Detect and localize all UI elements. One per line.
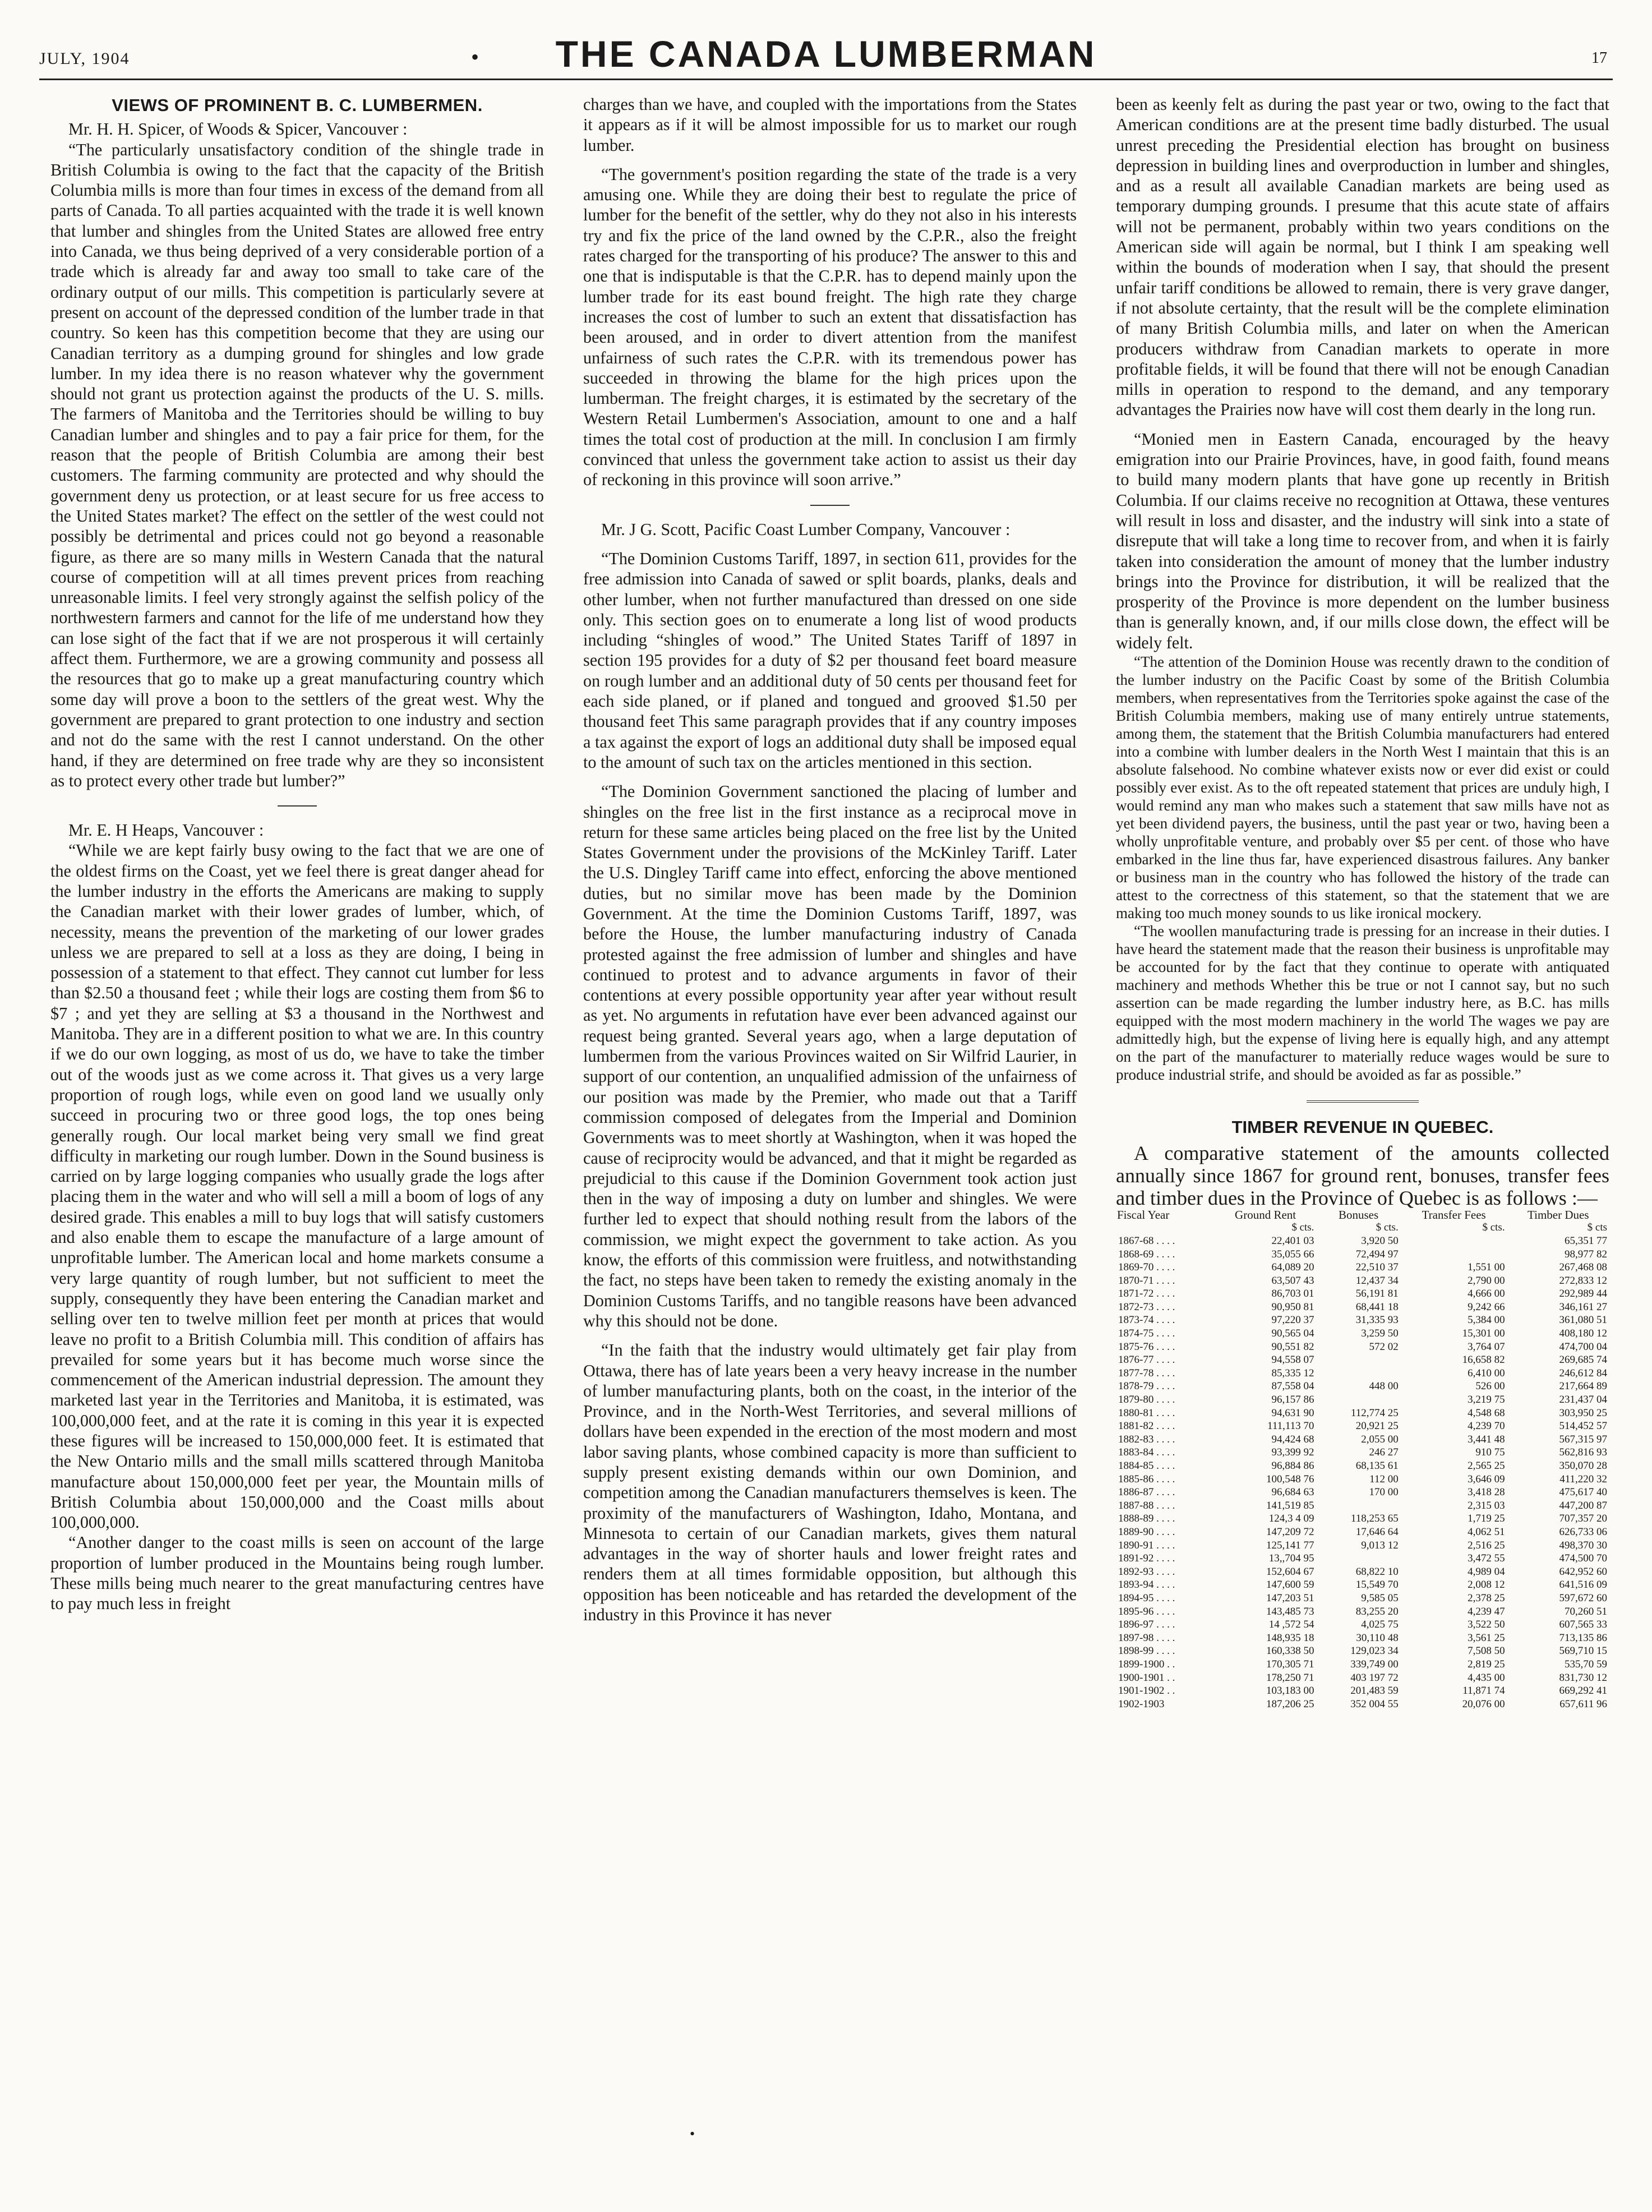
amount-cell: 5,384 00 xyxy=(1468,1314,1505,1326)
amount-cell: 170 00 xyxy=(1369,1486,1399,1499)
unit-label: $ cts. xyxy=(1482,1222,1505,1234)
amount-cell: 103,183 00 xyxy=(1266,1685,1314,1697)
amount-cell: 474,500 70 xyxy=(1559,1552,1607,1565)
fiscal-year-cell: 1878-79 . . . . xyxy=(1118,1380,1175,1393)
unit-label: $ cts. xyxy=(1291,1222,1314,1234)
amount-cell: 408,180 12 xyxy=(1559,1328,1607,1340)
amount-cell: 14 ,572 54 xyxy=(1268,1619,1314,1631)
fiscal-year-cell: 1882-83 . . . . xyxy=(1118,1433,1175,1445)
amount-cell: 4,239 47 xyxy=(1468,1605,1505,1617)
amount-cell: 562,816 93 xyxy=(1559,1446,1607,1459)
table-row xyxy=(1116,1327,1609,1340)
amount-cell: 30,110 48 xyxy=(1356,1632,1399,1644)
fiscal-year-cell: 1871-72 . . . . xyxy=(1118,1288,1175,1300)
amount-cell: 152,604 67 xyxy=(1266,1565,1314,1578)
table-row xyxy=(1116,1274,1609,1288)
amount-cell: 3,472 55 xyxy=(1468,1552,1505,1565)
amount-cell: 112,774 25 xyxy=(1350,1407,1399,1419)
amount-cell: 572 02 xyxy=(1369,1340,1399,1353)
amount-cell: 350,070 28 xyxy=(1559,1460,1607,1472)
amount-cell: 3,561 25 xyxy=(1468,1632,1505,1644)
amount-cell: 411,220 32 xyxy=(1559,1473,1607,1485)
column-header: Timber Dues xyxy=(1528,1208,1589,1222)
table-row xyxy=(1116,1433,1609,1446)
amount-cell: 94,558 07 xyxy=(1271,1354,1314,1366)
amount-cell: 514,452 57 xyxy=(1559,1420,1607,1432)
byline-heaps: Mr. E. H Heaps, Vancouver : xyxy=(68,821,264,840)
table-row xyxy=(1116,1473,1609,1486)
masthead-rule xyxy=(39,79,1613,80)
amount-cell: 90,551 82 xyxy=(1271,1340,1314,1353)
amount-cell: 292,989 44 xyxy=(1559,1288,1607,1300)
amount-cell: 2,819 25 xyxy=(1468,1658,1505,1670)
table-row xyxy=(1116,1658,1609,1671)
fiscal-year-cell: 1867-68 . . . . xyxy=(1118,1234,1175,1247)
amount-cell: 6,410 00 xyxy=(1468,1367,1505,1379)
amount-cell: 2,378 25 xyxy=(1468,1592,1505,1604)
amount-cell: 7,508 50 xyxy=(1468,1645,1505,1657)
amount-cell: 657,611 96 xyxy=(1559,1698,1607,1710)
table-row xyxy=(1116,1459,1609,1473)
amount-cell: 3,646 09 xyxy=(1468,1473,1505,1485)
amount-cell: 17,646 64 xyxy=(1355,1526,1399,1538)
table-intro: A comparative statement of the amounts collected annually since 1867 for ground rent, bonuses, transfer fees and timber dues in the Province of Quebec is as follows :— xyxy=(1116,1142,1609,1210)
amount-cell: 910 75 xyxy=(1475,1446,1505,1459)
section-divider xyxy=(278,805,317,807)
amount-cell: 3,219 75 xyxy=(1468,1394,1505,1406)
amount-cell: 474,700 04 xyxy=(1559,1340,1607,1353)
paragraph: “The attention of the Dominion House was recently drawn to the condition of the lumber industry on the Pacific Coast by some of the British Columbia members, when representatives from the Territories spoke against the case of the British Columbia members, making use of many entirely untrue statements, among them, the statement that the British Columbia manufacturers had entered into a combine with lumber dealers in the North West I maintain that this is an absolute falsehood. No combine whatever exists now or ever did exist or could possibly ever exist. As to the oft repeated statement that prices are unduly high, I would remind any man who makes such a statement that saw mills have not as yet been dividend payers, the business, until the past year or two, having been a wholly unprofitable venture, and probably over $5 per cent. of those who have embarked in the line thus far, have experienced disastrous failures. Any banker or business man in the country who has followed the history of the trade can attest to the correctness of this statement, so that the statement that we are making too much money sounds to us like ironical mockery. xyxy=(1116,653,1609,922)
amount-cell: 346,161 27 xyxy=(1559,1301,1607,1313)
paragraph: been as keenly felt as during the past year or two, owing to the fact that American conditions are at the present time badly disturbed. The usual unrest preceding the Presidential election has brought on business depression in building lines and overproduction in lumber and shingles, and as a result all available Canadian markets are being used as temporary dumping grounds. I presume that this acute state of affairs will not be permanent, probably within two years conditions on the American side will again be normal, but I think I am speaking well within the bounds of moderation when I say, that should the present unfair tariff conditions be allowed to remain, there is very grave danger, if not absolute certainty, that the result will be the complete elimination of many British Columbia mills, and later on when the American producers withdraw from Canadian markets to operate in more profitable fields, it will be found that there will not be enough Canadian mills in operation to respond to the demand, and any temporary advantages the Prairies now have will cost them dearly in the long run. xyxy=(1116,95,1609,420)
table-row xyxy=(1116,1539,1609,1552)
fiscal-year-cell: 1874-75 . . . . xyxy=(1118,1328,1175,1340)
amount-cell: 246 27 xyxy=(1369,1446,1399,1459)
fiscal-year-cell: 1869-70 . . . . xyxy=(1118,1261,1175,1274)
amount-cell: 569,710 15 xyxy=(1559,1645,1607,1657)
fiscal-year-cell: 1889-90 . . . . xyxy=(1118,1526,1175,1538)
paragraph: “The Dominion Customs Tariff, 1897, in section 611, provides for the free admission into Canada of sawed or split boards, planks, deals and other lumber, when not further manufactured than dressed on one side only. This section goes on to enumerate a long list of wood products including “shingles of wood.” The United States Tariff of 1897 in section 195 provides for a duty of $2 per thousand feet board measure on rough lumber and an additional duty of 50 cents per thousand feet for each side planed, or if planed and tongued and grooved $1.50 per thousand feet This same paragraph provides that if any country imposes a tax against the export of logs an additional duty shall be imposed equal to the amount of such tax on the articles mentioned in this section. xyxy=(583,549,1077,772)
amount-cell: 339,749 00 xyxy=(1350,1658,1399,1670)
amount-cell: 607,565 33 xyxy=(1559,1619,1607,1631)
amount-cell: 597,672 60 xyxy=(1559,1592,1607,1604)
fiscal-year-cell: 1896-97 . . . . xyxy=(1118,1619,1175,1631)
amount-cell: 147,600 59 xyxy=(1266,1579,1314,1591)
fiscal-year-cell: 1899-1900 . . xyxy=(1118,1658,1175,1670)
amount-cell: 16,658 82 xyxy=(1462,1354,1505,1366)
fiscal-year-cell: 1895-96 . . . . xyxy=(1118,1605,1175,1617)
amount-cell: 2,055 00 xyxy=(1361,1433,1399,1445)
paragraph: “While we are kept fairly busy owing to the fact that we are one of the oldest firms on the Coast, yet we feel there is great danger ahead for the lumber industry in the efforts the Americans are making to supply the Canadian market with their lower grades of lumber, which, of necessity, means the prevention of the marketing of our lower grades unless we are prepared to sell at a loss as they are doing, I being in possession of a statement to that effect. They cannot cut lumber for less than $2.50 a thousand feet ; while their logs are costing them from $6 to $7 ; and yet they are selling at $3 a thousand in the Northwest and Manitoba. They are in a different position to what we are. In this country if we do our own logging, as most of us do, we have to take the timber out of the woods just as we come across it. That gives us a very large proportion of rough logs, while even on good land we usually only succeed in procuring two or three good logs, the top ones being generally rough. Our local market being very small we find great difficulty in marketing our rough lumber. Down in the Sound business is carried on by large logging companies who usually grade the logs after placing them in the water and who will sell a mill a boom of logs of any desired grade. This enables a mill to buy logs that will satisfy customers and also enable them to escape the manufacture of a large amount of unprofitable lumber. The American local and home markets consume a very large quantity of rough lumber, but not sufficient to meet the supply, consequently they have been entering the Canadian market and selling over ten to twelve million feet per month at prices that would leave no profit to a British Columbia mill. This condition of affairs has prevailed for some years but it has become much worse since the commencement of the American industrial depression. The amount they marketed last year in the Territories and Manitoba, it is estimated, was 100,000,000 feet, and at the rate it is coming in this year it is expected these figures will be increased to 150,000,000 feet. It is estimated that the New Ontario mills and the small mills scattered through Manitoba manufacture about 150,000,000 feet per year, the Mountain mills of British Columbia about 150,000,000 and the Coast mills about 100,000,000. xyxy=(50,841,544,1532)
amount-cell: 112 00 xyxy=(1369,1473,1399,1485)
amount-cell: 4,548 68 xyxy=(1468,1407,1505,1419)
fiscal-year-cell: 1898-99 . . . . xyxy=(1118,1645,1175,1657)
table-row xyxy=(1116,1234,1609,1248)
amount-cell xyxy=(1316,1499,1400,1513)
paragraph: “The government's position regarding the state of the trade is a very amusing one. While they are doing their best to regulate the price of lumber for the benefit of the settler, why do they not also in his interests try and fix the price of the land owned by the C.P.R., also the freight rates charged for the transporting of his produce? The answer to this and one that is indisputable is that the C.P.R. has to depend mainly upon the lumber trade for its east bound freight. The high rate they charge increases the cost of lumber to such an extent that dissatisfaction has been aroused, and in order to divert attention from the manifest unfairness of such rates the C.P.R. with its tremendous power has succeeded in throwing the blame for the high prices upon the lumberman. The freight charges, it is estimated by the secretary of the Western Retail Lumbermen's Association, amount to one and a half times the total cost of production at the mill. In conclusion I am firmly convinced that unless the government take action to assist us their day of reckoning in this province will soon arrive.” xyxy=(583,164,1077,490)
amount-cell: 498,370 30 xyxy=(1559,1539,1607,1551)
fiscal-year-cell: 1868-69 . . . . xyxy=(1118,1248,1175,1260)
amount-cell: 9,242 66 xyxy=(1468,1301,1505,1313)
column-header: Ground Rent xyxy=(1235,1208,1296,1222)
amount-cell: 68,822 10 xyxy=(1355,1565,1399,1578)
amount-cell: 93,399 92 xyxy=(1271,1446,1314,1459)
amount-cell: 31,335 93 xyxy=(1355,1314,1399,1326)
amount-cell: 96,157 86 xyxy=(1271,1394,1314,1406)
amount-cell: 68,135 61 xyxy=(1355,1460,1399,1472)
table-row xyxy=(1116,1287,1609,1301)
amount-cell: 3,920 50 xyxy=(1361,1234,1399,1247)
amount-cell: 160,338 50 xyxy=(1266,1645,1314,1657)
table-units-row xyxy=(1116,1221,1609,1234)
amount-cell: 567,315 97 xyxy=(1559,1433,1607,1445)
paragraph: “Another danger to the coast mills is seen on account of the large proportion of lumber produced in the Mountains being rough lumber. These mills being much nearer to the great manufacturing centres have to pay much less in freight xyxy=(50,1533,544,1614)
amount-cell: 147,209 72 xyxy=(1266,1526,1314,1538)
amount-cell: 2,008 12 xyxy=(1468,1579,1505,1591)
fiscal-year-cell: 1870-71 . . . . xyxy=(1118,1274,1175,1287)
amount-cell: 4,239 70 xyxy=(1468,1420,1505,1432)
amount-cell: 713,135 86 xyxy=(1559,1632,1607,1644)
table-row xyxy=(1116,1605,1609,1619)
table-body xyxy=(1116,1234,1609,1711)
amount-cell: 475,617 40 xyxy=(1559,1486,1607,1499)
amount-cell: 148,935 18 xyxy=(1266,1632,1314,1644)
amount-cell: 831,730 12 xyxy=(1559,1671,1607,1684)
amount-cell: 526 00 xyxy=(1475,1380,1505,1393)
amount-cell xyxy=(1401,1234,1507,1248)
table-row xyxy=(1116,1380,1609,1393)
amount-cell: 98,977 82 xyxy=(1565,1248,1607,1260)
paragraph: “The woollen manufacturing trade is pressing for an increase in their duties. I have heard the statement made that the reason their business is unprofitable may be accounted for by the fact that they continue to operate with antiquated machinery and methods Whether this be true or not I cannot say, but no such assertion can be made regarding the lumber industry here, as B.C. has mills equipped with the most modern machinery in the world The wages we pay are admittedly high, but the expense of living here is equally high, and any attempt on the part of the manufacturer to materially reduce wages would be sure to produce industrial strife, and should be avoided as far as possible.” xyxy=(1116,923,1609,1084)
fiscal-year-cell: 1901-1902 . . xyxy=(1118,1685,1175,1697)
table-row xyxy=(1116,1340,1609,1354)
amount-cell xyxy=(1316,1552,1400,1565)
amount-cell xyxy=(1316,1367,1400,1380)
amount-cell: 3,259 50 xyxy=(1361,1328,1399,1340)
fiscal-year-cell: 1894-95 . . . . xyxy=(1118,1592,1175,1604)
amount-cell: 669,292 41 xyxy=(1559,1685,1607,1697)
table-row xyxy=(1116,1632,1609,1645)
amount-cell: 201,483 59 xyxy=(1350,1685,1399,1697)
amount-cell: 4,989 04 xyxy=(1468,1565,1505,1578)
amount-cell: 56,191 81 xyxy=(1355,1288,1399,1300)
amount-cell: 642,952 60 xyxy=(1559,1565,1607,1578)
amount-cell: 361,080 51 xyxy=(1559,1314,1607,1326)
section-divider xyxy=(810,505,850,506)
page-bottom-mark: • xyxy=(690,2126,695,2142)
amount-cell: 118,253 65 xyxy=(1350,1513,1399,1525)
amount-cell: 3,522 50 xyxy=(1468,1619,1505,1631)
page-number: 17 xyxy=(1591,49,1607,67)
table-row xyxy=(1116,1261,1609,1274)
amount-cell: 96,684 63 xyxy=(1271,1486,1314,1499)
amount-cell: 64,089 20 xyxy=(1271,1261,1314,1274)
amount-cell: 22,510 37 xyxy=(1355,1261,1399,1274)
fiscal-year-cell: 1879-80 . . . . xyxy=(1118,1394,1175,1406)
table-row xyxy=(1116,1393,1609,1407)
masthead xyxy=(39,33,1613,77)
table-header-row xyxy=(1116,1209,1609,1221)
amount-cell: 303,950 25 xyxy=(1559,1407,1607,1419)
amount-cell: 15,301 00 xyxy=(1462,1328,1505,1340)
amount-cell: 111,113 70 xyxy=(1267,1420,1314,1432)
amount-cell: 86,703 01 xyxy=(1271,1288,1314,1300)
amount-cell: 65,351 77 xyxy=(1565,1234,1607,1247)
paragraph: “Monied men in Eastern Canada, encouraged by the heavy emigration into our Prairie Provinces, have, in good faith, found means to build many modern plants that have gone up recently in British Columbia. If our claims receive no recognition at Ottawa, these ventures will result in loss and disaster, and the industry will sink into a state of disrepute that will take a long time to recover from, and when it is fairly taken into consideration the amount of money that the lumber industry brings into the Province for distribution, it will be realized that the prosperity of the Province is more dependent on the lumber business than is generally known, and, if our mills close down, the effect will be widely felt. xyxy=(1116,429,1609,652)
table-row xyxy=(1116,1314,1609,1327)
issue-date: JULY, 1904 xyxy=(39,49,130,68)
fiscal-year-cell: 1884-85 . . . . xyxy=(1118,1460,1175,1472)
amount-cell: 87,558 04 xyxy=(1271,1380,1314,1393)
table-row xyxy=(1116,1301,1609,1314)
fiscal-year-cell: 1885-86 . . . . xyxy=(1118,1473,1175,1485)
table-row xyxy=(1116,1248,1609,1261)
amount-cell: 94,631 90 xyxy=(1271,1407,1314,1419)
fiscal-year-cell: 1897-98 . . . . xyxy=(1118,1632,1175,1644)
amount-cell: 96,884 86 xyxy=(1271,1460,1314,1472)
amount-cell: 100,548 76 xyxy=(1266,1473,1314,1485)
amount-cell: 72,494 97 xyxy=(1355,1248,1399,1260)
column-header: Fiscal Year xyxy=(1117,1208,1170,1222)
amount-cell: 90,565 04 xyxy=(1271,1328,1314,1340)
table-row xyxy=(1116,1367,1609,1380)
amount-cell: 178,250 71 xyxy=(1266,1671,1314,1684)
amount-cell: 90,950 81 xyxy=(1271,1301,1314,1313)
paragraph: “The particularly unsatisfactory condition of the shingle trade in British Columbia is owing to the fact that the capacity of the British Columbia mills is more than four times in excess of the demand from all parts of Canada. To all parties acquainted with the trade it is well known that lumber and shingles from the United States are allowed free entry into Canada, we thus being deprived of a very considerable portion of a trade which is already far and away too small to take care of the ordinary output of our mills. This competition is particularly severe at present on account of the depressed condition of the lumber trade in that country. So keen has this competition become that they are using our Canadian territory as a dumping ground for shingles and low grade lumber. In my idea there is no reason whatever why the government should not grant us protection against the products of the U. S. mills. The farmers of Manitoba and the Territories should be willing to buy Canadian lumber and shingles and to pay a fair price for them, for the reason that the people of British Columbia are among their best customers. The farming community are protected and why should the government deny us protection, or at least secure for us free access to the United States market? The effect on the settler of the west could not possibly be detrimental and prices could not go beyond a reasonable figure, as there are so many mills in Western Canada that the natural course of competition will at all times prevent prices from reaching unreasonable limits. I feel very strongly against the selfish policy of the northwestern farmers and cannot for the life of me understand how they can lose sight of the fact that if we are not prosperous it will certainly affect them. Furthermore, we are a growing community and possess all the resources that go to make up a great manufacturing country which some day will prove a boon to the settlers of the great west. Why the government are prepared to grant protection to one industry and section and not do the same with the rest I cannot understand. On the other hand, if they are determined on free trade why are they so inconsistent as to protect every other trade but lumber?” xyxy=(50,140,544,790)
fiscal-year-cell: 1872-73 . . . . xyxy=(1118,1301,1175,1313)
amount-cell: 94,424 68 xyxy=(1271,1433,1314,1445)
table-row xyxy=(1116,1565,1609,1579)
unit-label xyxy=(1116,1221,1215,1234)
column-3 xyxy=(1116,94,1609,1711)
publication-title: THE CANADA LUMBERMAN xyxy=(555,33,1097,75)
amount-cell: 11,871 74 xyxy=(1462,1685,1505,1697)
table-row xyxy=(1116,1578,1609,1592)
amount-cell: 13,,704 95 xyxy=(1268,1552,1314,1565)
table-row xyxy=(1116,1644,1609,1658)
amount-cell: 448 00 xyxy=(1369,1380,1399,1393)
unit-label: $ cts. xyxy=(1376,1222,1399,1234)
amount-cell: 15,549 70 xyxy=(1355,1579,1399,1591)
amount-cell: 68,441 18 xyxy=(1355,1301,1399,1313)
amount-cell: 9,585 05 xyxy=(1361,1592,1399,1604)
amount-cell: 4,435 00 xyxy=(1468,1671,1505,1684)
masthead-dot: • xyxy=(471,44,479,70)
fiscal-year-cell: 1890-91 . . . . xyxy=(1118,1539,1175,1551)
column-header: Bonuses xyxy=(1338,1208,1379,1222)
fiscal-year-cell: 1880-81 . . . . xyxy=(1118,1407,1175,1419)
amount-cell: 447,200 87 xyxy=(1559,1499,1607,1511)
amount-cell: 35,055 66 xyxy=(1271,1248,1314,1260)
table-row xyxy=(1116,1420,1609,1433)
table-row xyxy=(1116,1618,1609,1632)
fiscal-year-cell: 1877-78 . . . . xyxy=(1118,1367,1175,1379)
amount-cell: 143,485 73 xyxy=(1266,1605,1314,1617)
amount-cell: 2,790 00 xyxy=(1468,1274,1505,1287)
amount-cell: 4,025 75 xyxy=(1361,1619,1399,1631)
amount-cell: 4,062 51 xyxy=(1468,1526,1505,1538)
paragraph: “In the faith that the industry would ultimately get fair play from Ottawa, there has of late years been a very heavy increase in the number of lumber manufacturing plants, both on the coast, in the interior of the Province, and in the North-West Territories, and several millions of dollars have been expended in the erection of the most modern and most labor saving plants, whose combined capacity is more than sufficient to supply present existing demands within our own Dominion, and competition among the Canadian manufacturers themselves is keen. The proximity of the manufacturers of Washington, Idaho, Montana, and Minnesota to certain of our Canadian markets, gives them natural advantages in the way of shorter hauls and lower freight rates and renders them at all times formidable opposition, but although this opposition has been noticeable and has retarded the development of the industry in this Province it has never xyxy=(583,1340,1077,1625)
table-row xyxy=(1116,1446,1609,1459)
table-row xyxy=(1116,1698,1609,1711)
amount-cell: 147,203 51 xyxy=(1266,1592,1314,1604)
byline-spicer: Mr. H. H. Spicer, of Woods & Spicer, Vancouver : xyxy=(68,119,408,139)
column-header: Transfer Fees xyxy=(1422,1208,1486,1222)
amount-cell: 1,719 25 xyxy=(1468,1513,1505,1525)
amount-cell: 3,764 07 xyxy=(1468,1340,1505,1353)
amount-cell: 70,260 51 xyxy=(1565,1605,1607,1617)
amount-cell: 129,023 34 xyxy=(1350,1645,1399,1657)
column-2 xyxy=(583,94,1077,1625)
table-row xyxy=(1116,1512,1609,1526)
amount-cell: 3,418 28 xyxy=(1468,1486,1505,1499)
amount-cell: 403 197 72 xyxy=(1350,1671,1399,1684)
revenue-table xyxy=(1116,1209,1609,1711)
paragraph: charges than we have, and coupled with the importations from the States it appears as if it will be almost impossible for us to market our rough lumber. xyxy=(583,95,1077,155)
amount-cell: 20,921 25 xyxy=(1355,1420,1399,1432)
table-row xyxy=(1116,1407,1609,1420)
amount-cell: 535,70 59 xyxy=(1565,1658,1607,1670)
article-headline: VIEWS OF PROMINENT B. C. LUMBERMEN. xyxy=(112,95,483,115)
table-row xyxy=(1116,1592,1609,1605)
fiscal-year-cell: 1876-77 . . . . xyxy=(1118,1354,1175,1366)
amount-cell xyxy=(1401,1248,1507,1261)
amount-cell: 626,733 06 xyxy=(1559,1526,1607,1538)
amount-cell: 272,833 12 xyxy=(1559,1274,1607,1287)
paragraph: “The Dominion Government sanctioned the placing of lumber and shingles on the free list in the first instance as a reciprocal move in return for these same articles being placed on the free list by the United States Government under the provisions of the McKinley Tariff. Later the U.S. Dingley Tariff came into effect, enforcing the above mentioned duties, but no similar move has been made by the Dominion Government. At the time the Dominion Customs Tariff, 1897, was before the House, the lumber manufacturing industry of Canada protested against the free admission of lumber and shingles and have continued to protest and to advance arguments in favor of their contentions at every possible opportunity year after year without result as yet. No arguments in refutation have ever been advanced against our request being granted. Several years ago, when a large deputation of lumbermen from the various Provinces waited on Sir Wilfrid Laurier, in support of our contention, an unqualified admission of the unfairness of our position was made by the Premier, who made out that a Tariff commission composed of delegates from the Imperial and Dominion Governments was to meet shortly at Washington, when it was hoped the cause of reciprocity would be advanced, and that it might be regarded as prejudicial to this cause if the Dominion Government took action just then in the way of imposing a duty on lumber and shingles. We were further led to expect that should nothing result from the labors of the commission, we might expect the government to take action. As you know, the efforts of this commission were fruitless, and notwithstanding the fact, no steps have been taken to remedy the existing anomaly in the Dominion Customs Tariffs, and no tangible reasons have been advanced why this should not be done. xyxy=(583,782,1077,1330)
amount-cell: 641,516 09 xyxy=(1559,1579,1607,1591)
fiscal-year-cell: 1887-88 . . . . xyxy=(1118,1499,1175,1511)
amount-cell: 9,013 12 xyxy=(1361,1539,1399,1551)
amount-cell: 141,519 85 xyxy=(1266,1499,1314,1511)
amount-cell: 2,516 25 xyxy=(1468,1539,1505,1551)
fiscal-year-cell: 1888-89 . . . . xyxy=(1118,1513,1175,1525)
amount-cell: 85,335 12 xyxy=(1271,1367,1314,1379)
fiscal-year-cell: 1873-74 . . . . xyxy=(1118,1314,1175,1326)
amount-cell: 246,612 84 xyxy=(1559,1367,1607,1379)
amount-cell: 187,206 25 xyxy=(1266,1698,1314,1710)
table-row xyxy=(1116,1552,1609,1565)
amount-cell: 1,551 00 xyxy=(1468,1261,1505,1274)
amount-cell xyxy=(1316,1393,1400,1407)
amount-cell: 4,666 00 xyxy=(1468,1288,1505,1300)
table-headline: TIMBER REVENUE IN QUEBEC. xyxy=(1231,1117,1494,1137)
fiscal-year-cell: 1891-92 . . . . xyxy=(1118,1552,1175,1565)
fiscal-year-cell: 1883-84 . . . . xyxy=(1118,1446,1175,1459)
amount-cell: 125,141 77 xyxy=(1266,1539,1314,1551)
amount-cell: 269,685 74 xyxy=(1559,1354,1607,1366)
amount-cell: 267,468 08 xyxy=(1559,1261,1607,1274)
amount-cell: 352 004 55 xyxy=(1350,1698,1399,1710)
table-row xyxy=(1116,1499,1609,1513)
amount-cell: 231,437 04 xyxy=(1559,1394,1607,1406)
article-divider xyxy=(1307,1100,1419,1103)
table-row xyxy=(1116,1526,1609,1539)
fiscal-year-cell: 1893-94 . . . . xyxy=(1118,1579,1175,1591)
amount-cell: 83,255 20 xyxy=(1355,1605,1399,1617)
amount-cell xyxy=(1316,1353,1400,1367)
byline-scott: Mr. J G. Scott, Pacific Coast Lumber Company, Vancouver : xyxy=(601,519,1010,539)
amount-cell: 2,315 03 xyxy=(1468,1499,1505,1511)
amount-cell: 22,401 03 xyxy=(1271,1234,1314,1247)
table-row xyxy=(1116,1684,1609,1698)
column-1 xyxy=(50,94,544,1614)
unit-label: $ cts xyxy=(1587,1222,1607,1234)
table-row xyxy=(1116,1486,1609,1499)
amount-cell: 20,076 00 xyxy=(1462,1698,1505,1710)
fiscal-year-cell: 1902-1903 xyxy=(1118,1698,1165,1710)
fiscal-year-cell: 1892-93 . . . . xyxy=(1118,1565,1175,1578)
amount-cell: 2,565 25 xyxy=(1468,1460,1505,1472)
fiscal-year-cell: 1881-82 . . . . xyxy=(1118,1420,1175,1432)
amount-cell: 170,305 71 xyxy=(1266,1658,1314,1670)
amount-cell: 97,220 37 xyxy=(1271,1314,1314,1326)
fiscal-year-cell: 1886-87 . . . . xyxy=(1118,1486,1175,1499)
fiscal-year-cell: 1875-76 . . . . xyxy=(1118,1340,1175,1353)
amount-cell: 63,507 43 xyxy=(1271,1274,1314,1287)
amount-cell: 217,664 89 xyxy=(1559,1380,1607,1393)
amount-cell: 12,437 34 xyxy=(1355,1274,1399,1287)
amount-cell: 3,441 48 xyxy=(1468,1433,1505,1445)
amount-cell: 707,357 20 xyxy=(1559,1513,1607,1525)
table-row xyxy=(1116,1353,1609,1367)
amount-cell: 124,3 4 09 xyxy=(1268,1513,1314,1525)
table-row xyxy=(1116,1671,1609,1685)
fiscal-year-cell: 1900-1901 . . xyxy=(1118,1671,1175,1684)
